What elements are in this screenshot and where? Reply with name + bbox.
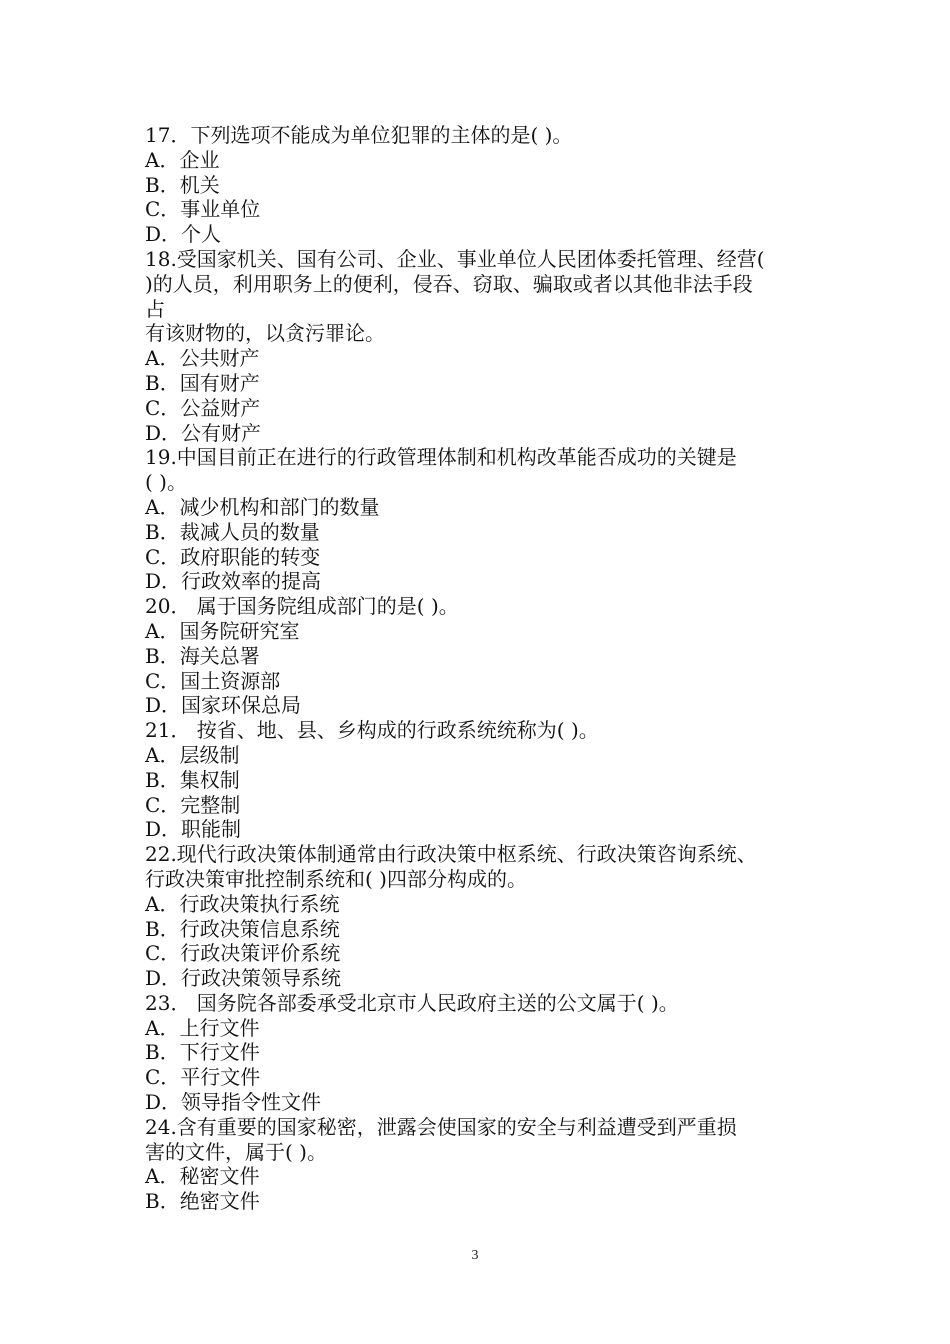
text-line: 23． 国务院各部委承受北京市人民政府主送的公文属于( )。 [145, 990, 679, 1015]
text-line: C．公益财产 [145, 395, 261, 420]
text-line: B．行政决策信息系统 [145, 916, 340, 941]
text-line: D．公有财产 [145, 420, 262, 445]
text-line: A．国务院研究室 [145, 618, 300, 643]
text-line: 害的文件，属于( )。 [145, 1139, 327, 1164]
text-line: D．个人 [145, 222, 222, 247]
text-line: B．裁减人员的数量 [145, 519, 320, 544]
text-line: 占 [145, 296, 165, 321]
text-line: 18.受国家机关、国有公司、企业、事业单位人民团体委托管理、经营( [145, 246, 765, 271]
text-line: C．完整制 [145, 792, 241, 817]
text-line: )的人员，利用职务上的便利，侵吞、窃取、骗取或者以其他非法手段 [145, 271, 753, 296]
text-line: B．集权制 [145, 767, 240, 792]
text-line: 19.中国目前正在进行的行政管理体制和机构改革能否成功的关键是 [145, 445, 737, 470]
text-line: A．行政决策执行系统 [145, 891, 340, 916]
text-line: A．层级制 [145, 742, 240, 767]
text-line: B．国有财产 [145, 370, 260, 395]
text-line: B．绝密文件 [145, 1189, 260, 1214]
text-line: D．领导指令性文件 [145, 1090, 322, 1115]
text-line: D．行政决策领导系统 [145, 966, 342, 991]
text-line: ( )。 [145, 470, 187, 495]
text-line: A．秘密文件 [145, 1164, 260, 1189]
text-line: 24.含有重要的国家秘密，泄露会使国家的安全与利益遭受到严重损 [145, 1114, 737, 1139]
text-line: 行政决策审批控制系统和( )四部分构成的。 [145, 866, 527, 891]
text-line: C．平行文件 [145, 1065, 261, 1090]
text-line: C．政府职能的转变 [145, 544, 321, 569]
text-line: B．海关总署 [145, 643, 260, 668]
text-line: A．企业 [145, 147, 220, 172]
text-line: A．减少机构和部门的数量 [145, 494, 380, 519]
text-line: C．行政决策评价系统 [145, 941, 341, 966]
page-number: 3 [471, 1248, 479, 1263]
text-line: B．下行文件 [145, 1040, 260, 1065]
text-line: 22.现代行政决策体制通常由行政决策中枢系统、行政决策咨询系统、 [145, 842, 757, 867]
text-line: D．国家环保总局 [145, 693, 302, 718]
text-line: B．机关 [145, 172, 220, 197]
text-line: D．行政效率的提高 [145, 569, 322, 594]
text-line: C．事业单位 [145, 197, 261, 222]
text-line: 17．下列选项不能成为单位犯罪的主体的是( )。 [145, 123, 573, 147]
text-line: D．职能制 [145, 817, 242, 842]
text-line: A．公共财产 [145, 346, 260, 371]
text-line: 有该财物的，以贪污罪论。 [145, 321, 385, 346]
question-text-block [145, 123, 835, 1214]
text-line: 20． 属于国务院组成部门的是( )。 [145, 594, 459, 619]
text-line: 21． 按省、地、县、乡构成的行政系统统称为( )。 [145, 718, 599, 743]
text-line: C．国土资源部 [145, 668, 281, 693]
text-line: A．上行文件 [145, 1015, 260, 1040]
